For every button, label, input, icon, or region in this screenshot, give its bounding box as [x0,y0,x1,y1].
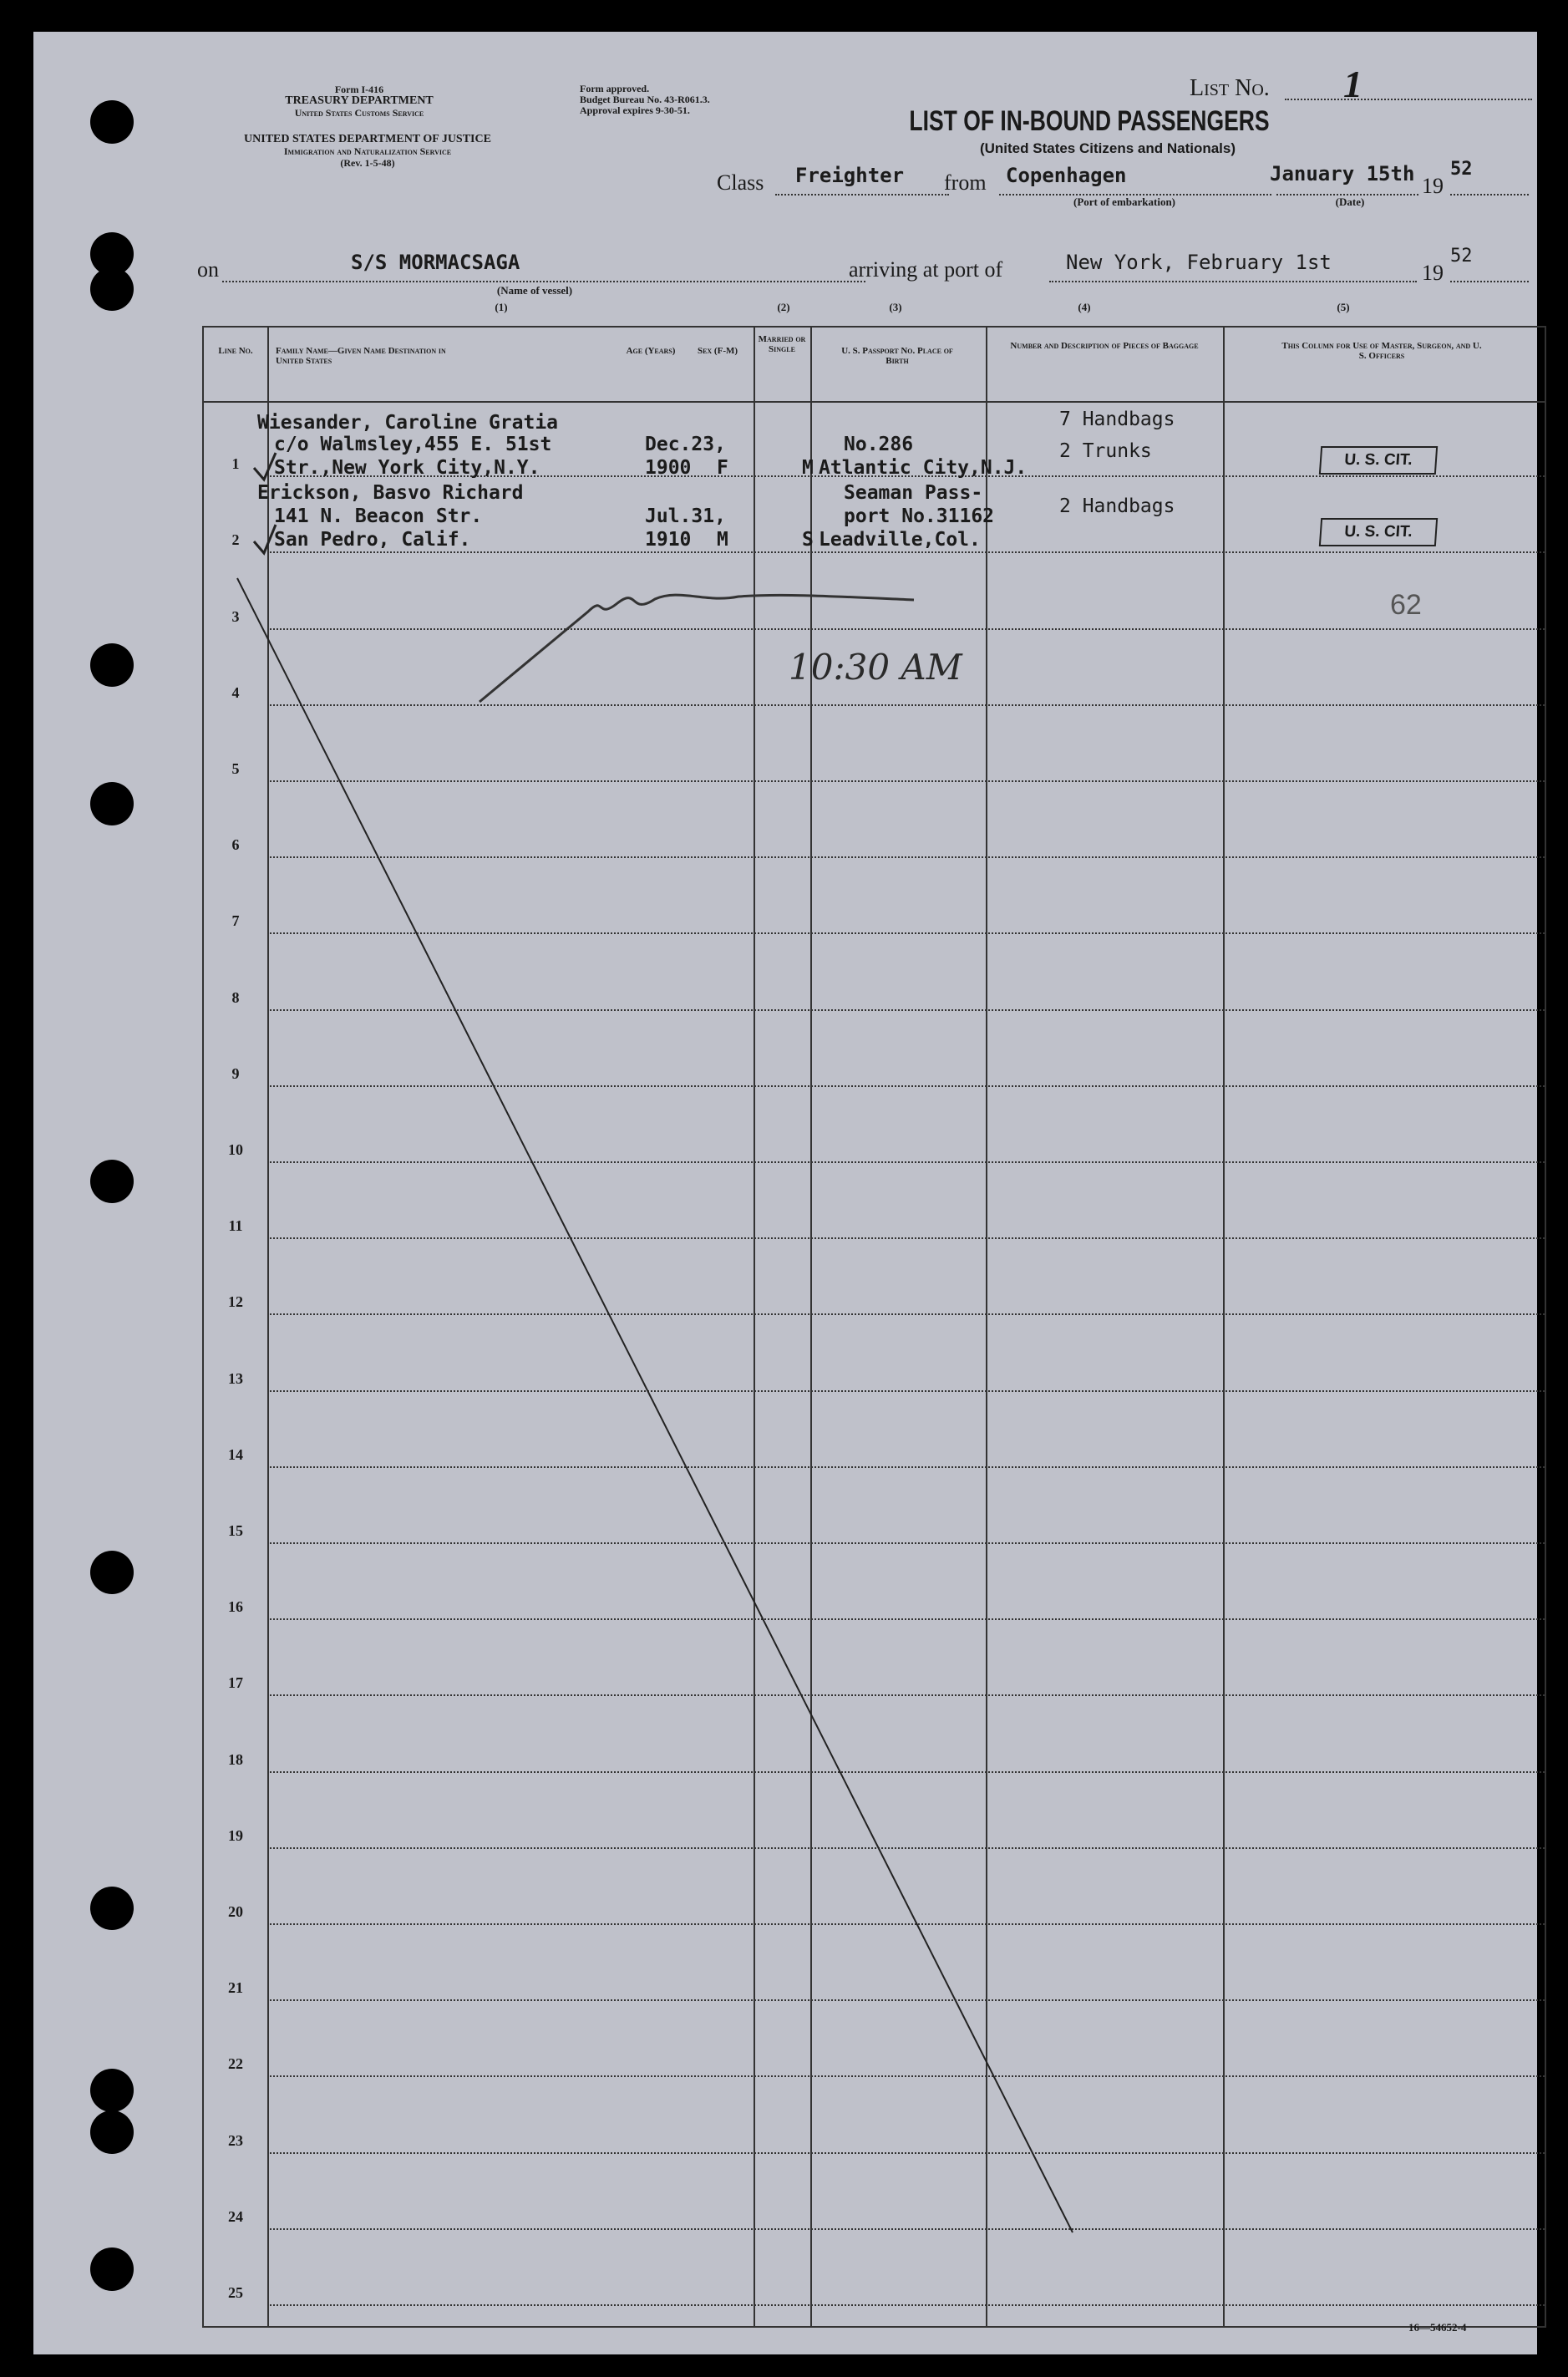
justice-dept: UNITED STATES DEPARTMENT OF JUSTICE [244,133,491,145]
entry2-name-1: Erickson, Basvo Richard [257,482,524,504]
list-no-line [1285,99,1532,100]
entry2-sex: M [717,529,728,551]
approval-1: Form approved. [580,83,650,94]
entry1-sex: F [717,457,728,479]
entry1-citizen-stamp: U. S. CIT. [1319,446,1438,475]
col-head-name: Family Name—Given Name Destination in United States [276,346,446,366]
entry1-name-1: Wiesander, Caroline Gratia [257,412,559,434]
year-prefix: 19 [1422,174,1444,198]
punch-hole [90,1551,134,1594]
check-mark-icon [254,453,276,480]
col-number-5: (5) [1337,301,1350,313]
entry1-passport-2: Atlantic City,N.J. [819,457,1028,479]
list-no-label: List No. [1190,75,1270,101]
line-number: 11 [228,1217,243,1235]
col-head-age: Age (Years) [626,346,676,356]
port-caption: (Port of embarkation) [1073,196,1176,208]
cancel-line [237,578,1073,2232]
entry2-name-3: San Pedro, Calif. [274,529,471,551]
col-head-sex: Sex (F-M) [697,346,738,356]
stamp-number: 62 [1390,589,1422,621]
approval-3: Approval expires 9-30-51. [580,104,690,116]
col-head-baggage: Number and Description of Pieces of Baggage [1010,341,1199,351]
line-number: 15 [228,1522,243,1539]
line-number: 23 [228,2131,243,2149]
line-number: 4 [231,683,240,701]
col-head-passport: U. S. Passport No. Place of Birth [841,346,953,366]
line-number: 17 [228,1674,243,1692]
line-number: 2 [231,531,240,549]
vessel-line [222,281,865,282]
ins-service: Immigration and Naturalization Service [283,145,452,157]
entry2-name-2: 141 N. Beacon Str. [274,505,483,527]
entry2-baggage-1: 2 Handbags [1059,495,1175,517]
vessel-caption: (Name of vessel) [496,284,573,297]
punch-hole [90,2069,134,2112]
class-line [775,194,949,196]
manifest-sheet [33,32,1537,2354]
line-number: 1 [231,455,240,473]
entry1-baggage-2: 2 Trunks [1059,440,1152,462]
line-number: 21 [228,1979,243,1997]
approval-2: Budget Bureau No. 43-R061.3. [580,94,710,105]
col-head-line: Line No. [218,346,253,356]
punch-hole [90,2110,134,2154]
customs-service: United States Customs Service [294,107,424,119]
col-head-married: Married or Single [758,334,806,354]
line-number: 8 [231,988,240,1006]
entry2-age-1: Jul.31, [645,505,726,527]
punch-hole [90,1887,134,1930]
entry2-age-2: 1910 [645,529,692,551]
entry2-passport-3: Leadville,Col. [819,529,981,551]
signature-scribble [480,595,914,702]
col-number-4: (4) [1078,301,1091,313]
line-number: 24 [228,2207,243,2225]
port-value: Copenhagen [1006,164,1127,187]
year-value: 52 [1450,159,1473,180]
punch-hole [90,643,134,687]
check-mark-icon [254,525,276,553]
line-number: 12 [228,1293,243,1311]
form-number: Form I-416 [334,84,384,95]
arriving-label: arriving at port of [849,257,1003,282]
line-number: 5 [231,760,240,777]
line-number: 13 [228,1369,243,1387]
line-number: 20 [228,1903,243,1920]
class-value: Freighter [795,164,905,187]
entry1-name-2: c/o Walmsley,455 E. 51st [274,434,552,455]
arrival-line [1049,281,1417,282]
line-number: 10 [228,1141,243,1158]
entry2-passport-1: Seaman Pass- [844,482,983,504]
year-line [1450,194,1529,196]
page-title: LIST OF IN-BOUND PASSENGERS [909,105,1270,137]
line-number: 3 [231,607,240,625]
line-number: 16 [228,1598,243,1616]
vessel-value: S/S MORMACSAGA [351,251,520,274]
list-no-value: 1 [1343,63,1362,105]
entry2-married: S [802,529,814,551]
arrival-value: New York, February 1st [1066,251,1332,274]
entry2-citizen-stamp: U. S. CIT. [1319,518,1438,546]
punch-hole [90,100,134,144]
entry1-name-3: Str.,New York City,N.Y. [274,457,540,479]
date-value: January 15th [1270,162,1415,185]
entry1-age-1: Dec.23, [645,434,726,455]
col-number-3: (3) [889,301,902,313]
handwritten-time: 10:30 AM [789,647,962,688]
on-label: on [197,257,219,282]
punch-hole [90,267,134,311]
line-number: 14 [228,1445,243,1463]
ink-marks [204,328,1545,2326]
footer-code: 16—54652-4 [1408,2321,1467,2334]
arrival-year-line [1450,281,1529,282]
col-number-2: (2) [777,301,790,313]
date-caption: (Date) [1335,196,1365,208]
line-number: 25 [228,2284,243,2301]
entry1-married: M [802,457,814,479]
line-number: 7 [231,912,240,930]
revision: (Rev. 1-5-48) [340,157,395,169]
line-number: 22 [228,2055,243,2073]
arrival-year-value: 52 [1450,246,1473,267]
line-number: 9 [231,1064,240,1082]
punch-hole [90,1160,134,1203]
class-label: Class [717,170,764,195]
line-number: 19 [228,1826,243,1844]
page-subtitle: (United States Citizens and Nationals) [979,140,1236,156]
from-label: from [944,170,987,195]
arrival-year-prefix: 19 [1422,261,1444,285]
col-head-officers: This Column for Use of Master, Surgeon, and U. S. Officers [1281,341,1482,361]
entry2-passport-2: port No.31162 [844,505,995,527]
col-number-1: (1) [495,301,508,313]
entry1-age-2: 1900 [645,457,692,479]
entry1-baggage-1: 7 Handbags [1059,409,1175,430]
punch-hole [90,782,134,825]
entry1-passport-1: No.286 [844,434,914,455]
treasury-dept: TREASURY DEPARTMENT [285,94,434,107]
line-number: 18 [228,1750,243,1768]
line-number: 6 [231,836,240,854]
passenger-table [202,326,1546,2328]
punch-hole [90,2247,134,2291]
